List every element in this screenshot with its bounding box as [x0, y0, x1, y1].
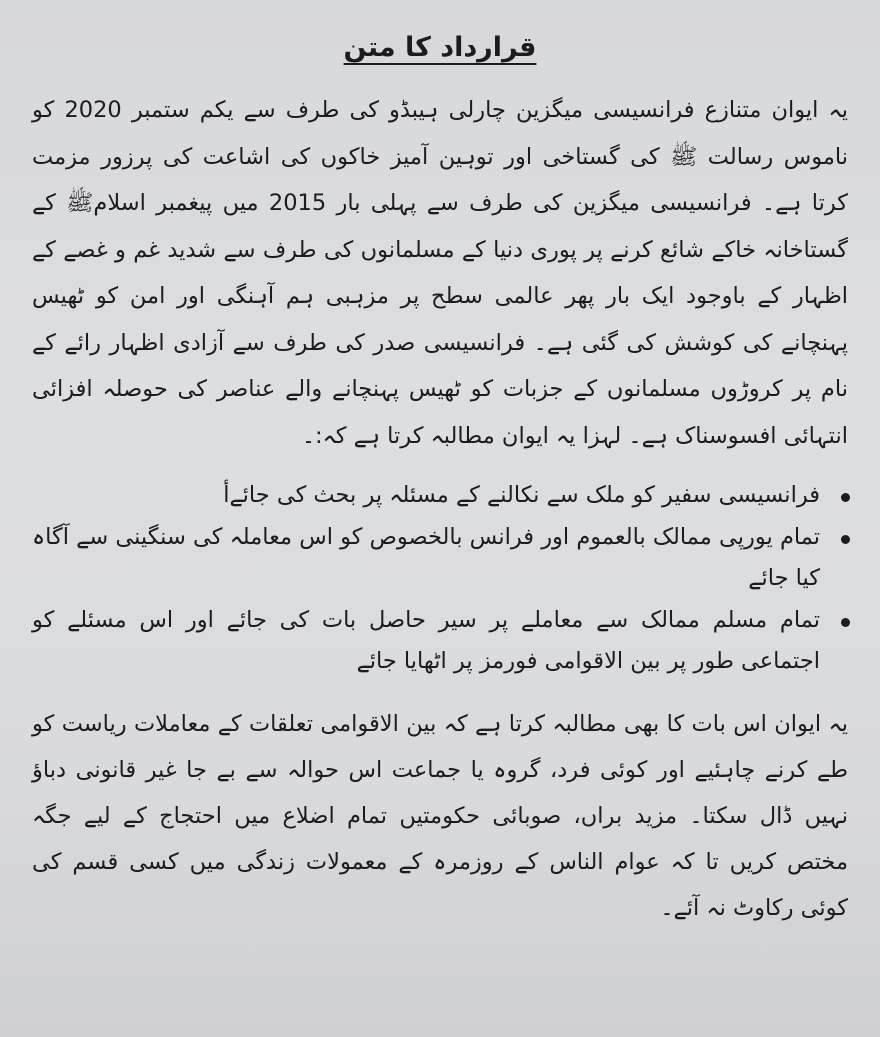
- demand-item-2: [32, 517, 820, 600]
- resolution-paragraph-2: یہ ایوان اس بات کا بھی مطالبہ کرتا ہے کہ بین الاقوامی تعلقات کے معاملات ریاست کو طے کرنے چاہئیے اور کوئی فرد، گروہ یا جماعت اس حوالہ سے بے جا غیر قانونی دباؤ نہیں ڈال سکتا۔ مزید براں، صوبائی حکومتیں تمام اضلاع میں احتجاج کے لیے جگہ مختص کریں تا کہ عوام الناس کے روزمرہ کے معمولات زندگی میں کسی قسم کی کوئی رکاوٹ نہ آئے۔: [32, 710, 848, 921]
- document-title-text: قرارداد کا متن: [343, 32, 537, 63]
- demand-text: تمام یورپی ممالک بالعموم اور فرانس بالخصوص کو اس معاملہ کی سنگینی سے آگاہ کیا جائے: [32, 523, 820, 592]
- demand-item-3: [32, 600, 820, 683]
- demand-text: فرانسیسی سفیر کو ملک سے نکالنے کے مسئلہ پر بحث کی جائےأ: [223, 482, 820, 509]
- bullet-icon: [841, 618, 850, 627]
- bullet-icon: [841, 493, 850, 502]
- bullet-icon: [841, 535, 850, 544]
- resolution-paragraph-1: یہ ایوان متنازع فرانسیسی میگزین چارلی ہیبڈو کی طرف سے یکم ستمبر 2020 کو ناموس رسالت ﷺ کی گستاخی اور توہین آمیز خاکوں کی اشاعت کی پرزور مزمت کرتا ہے۔ فرانسیسی میگزین کی طرف سے پہلی بار 2015 میں پیغمبر اسلامﷺ کے گستاخانہ خاکے شائع کرنے پر پوری دنیا کے مسلمانوں کی طرف سے شدید غم و غصے کے اظہار کے باوجود ایک بار پھر عالمی سطح پر مزہبی ہم آہنگی اور امن کو ٹھیس پہنچانے کی کوشش کی گئی ہے۔ فرانسیسی صدر کی طرف سے آزادی اظہار رائے کے نام پر کروڑوں مسلمانوں کے جزبات کو ٹھیس پہنچانے والے عناصر کی حوصلہ افزائی انتہائی افسوسناک ہے۔ لہزا یہ ایوان مطالبہ کرتا ہے کہ:۔: [32, 97, 849, 449]
- demand-item-1: [32, 475, 820, 517]
- demand-text: تمام مسلم ممالک سے معاملے پر سیر حاصل بات کی جائے اور اس مسئلے کو اجتماعی طور پر بین الاقوامی فورمز پر اٹھایا جائے: [32, 606, 820, 675]
- document-title: [32, 30, 848, 65]
- demands-list: [32, 475, 848, 683]
